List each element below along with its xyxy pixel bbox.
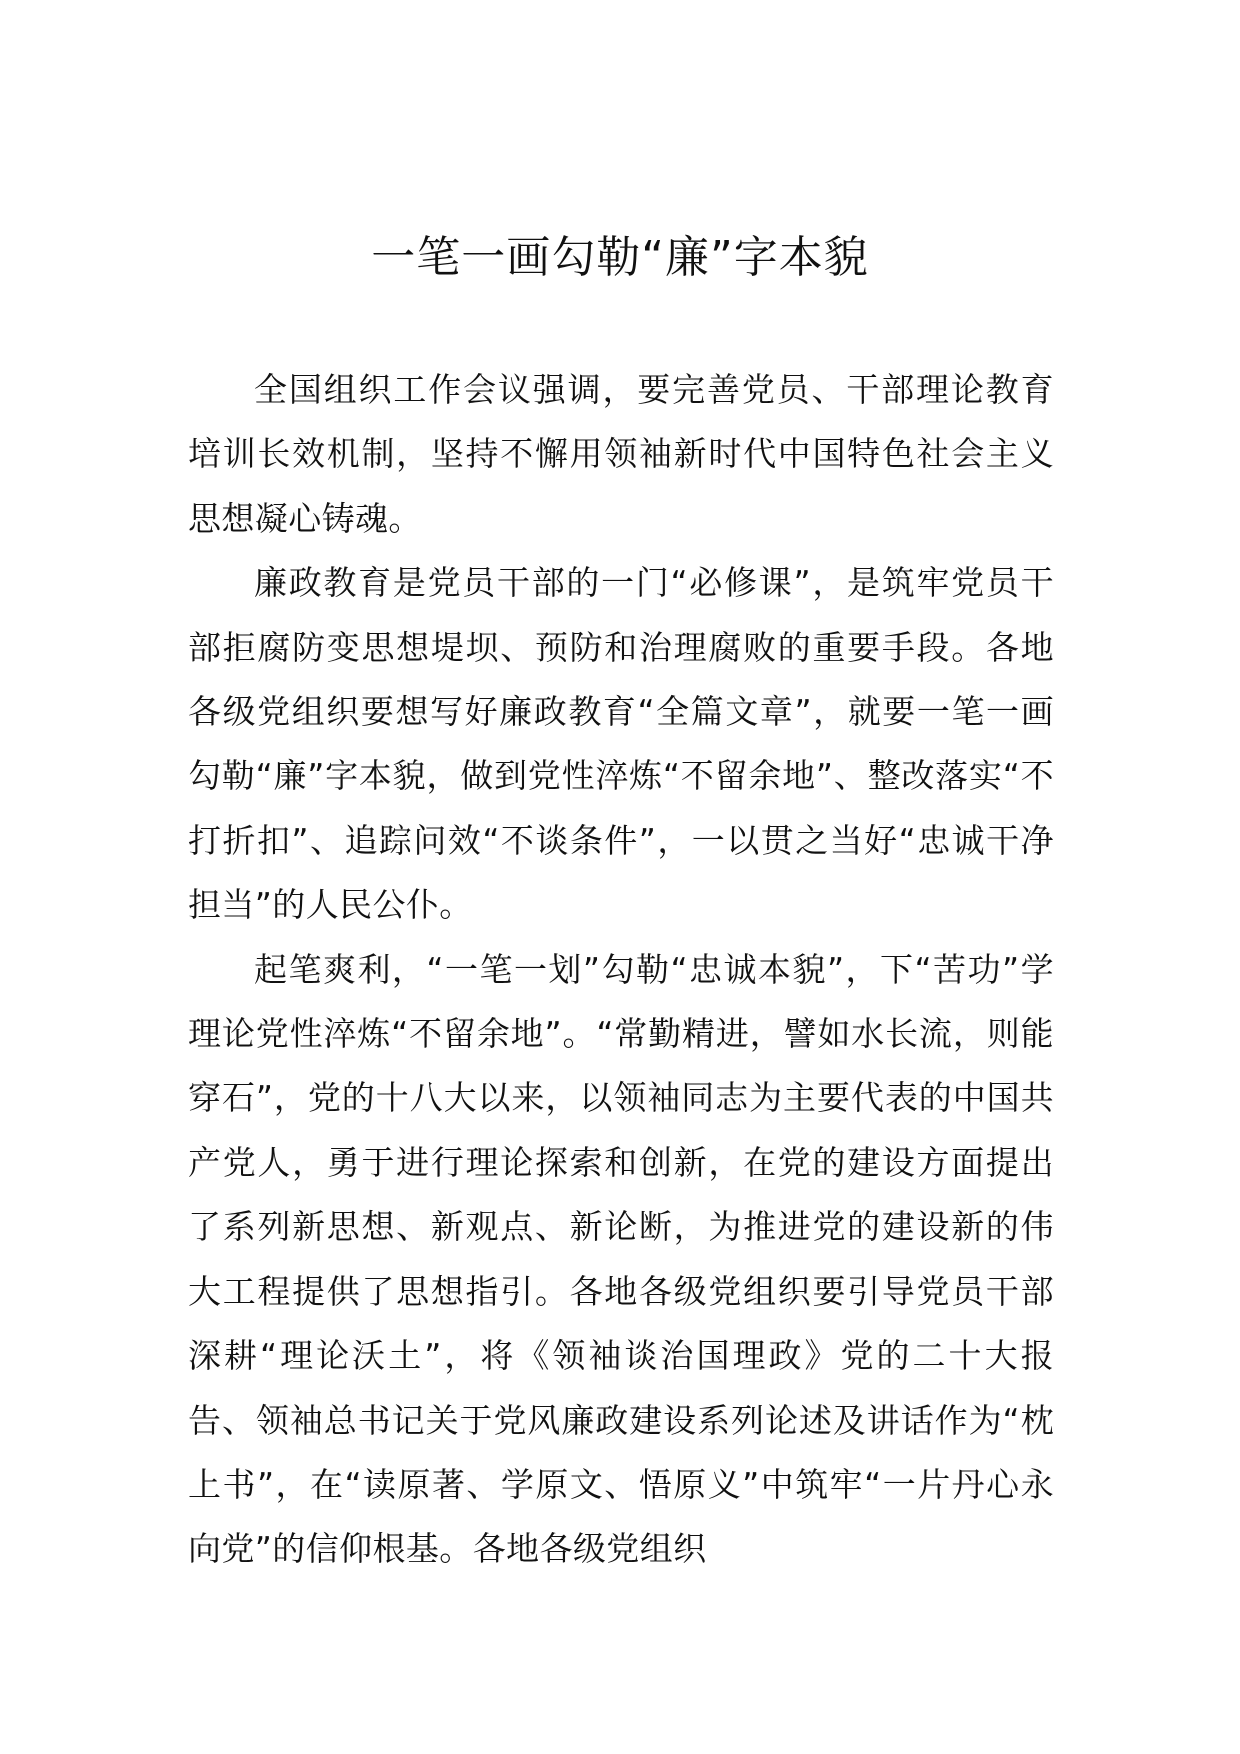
paragraph-2: 廉政教育是党员干部的一门“必修课”，是筑牢党员干部拒腐防变思想堤坝、预防和治理腐败的重要手段。各地各级党组织要想写好廉政教育“全篇文章”，就要一笔一画勾勒“廉”字本貌，做到党性淬炼“不留余地”、整改落实“不打折扣”、追踪问效“不谈条件”，一以贯之当好“忠诚干净担当”的人民公仆。 [188,563,1054,925]
document-body [188,358,1054,1582]
document-title: 一笔一画勾勒“廉”字本貌 [371,232,869,283]
paragraph-1: 全国组织工作会议强调，要完善党员、干部理论教育培训长效机制，坚持不懈用领袖新时代中国特色社会主义思想凝心铸魂。 [188,370,1054,538]
paragraph-3: 起笔爽利，“一笔一划”勾勒“忠诚本貌”，下“苦功”学理论党性淬炼“不留余地”。“常勤精进，譬如水长流，则能穿石”，党的十八大以来，以领袖同志为主要代表的中国共产党人，勇于进行理论探索和创新，在党的建设方面提出了系列新思想、新观点、新论断，为推进党的建设新的伟大工程提供了思想指引。各地各级党组织要引导党员干部深耕“理论沃土”，将《领袖谈治国理政》党的二十大报告、领袖总书记关于党风廉政建设系列论述及讲话作为“枕上书”，在“读原著、学原文、悟原义”中筑牢“一片丹心永向党”的信仰根基。各地各级党组织 [188,949,1054,1569]
